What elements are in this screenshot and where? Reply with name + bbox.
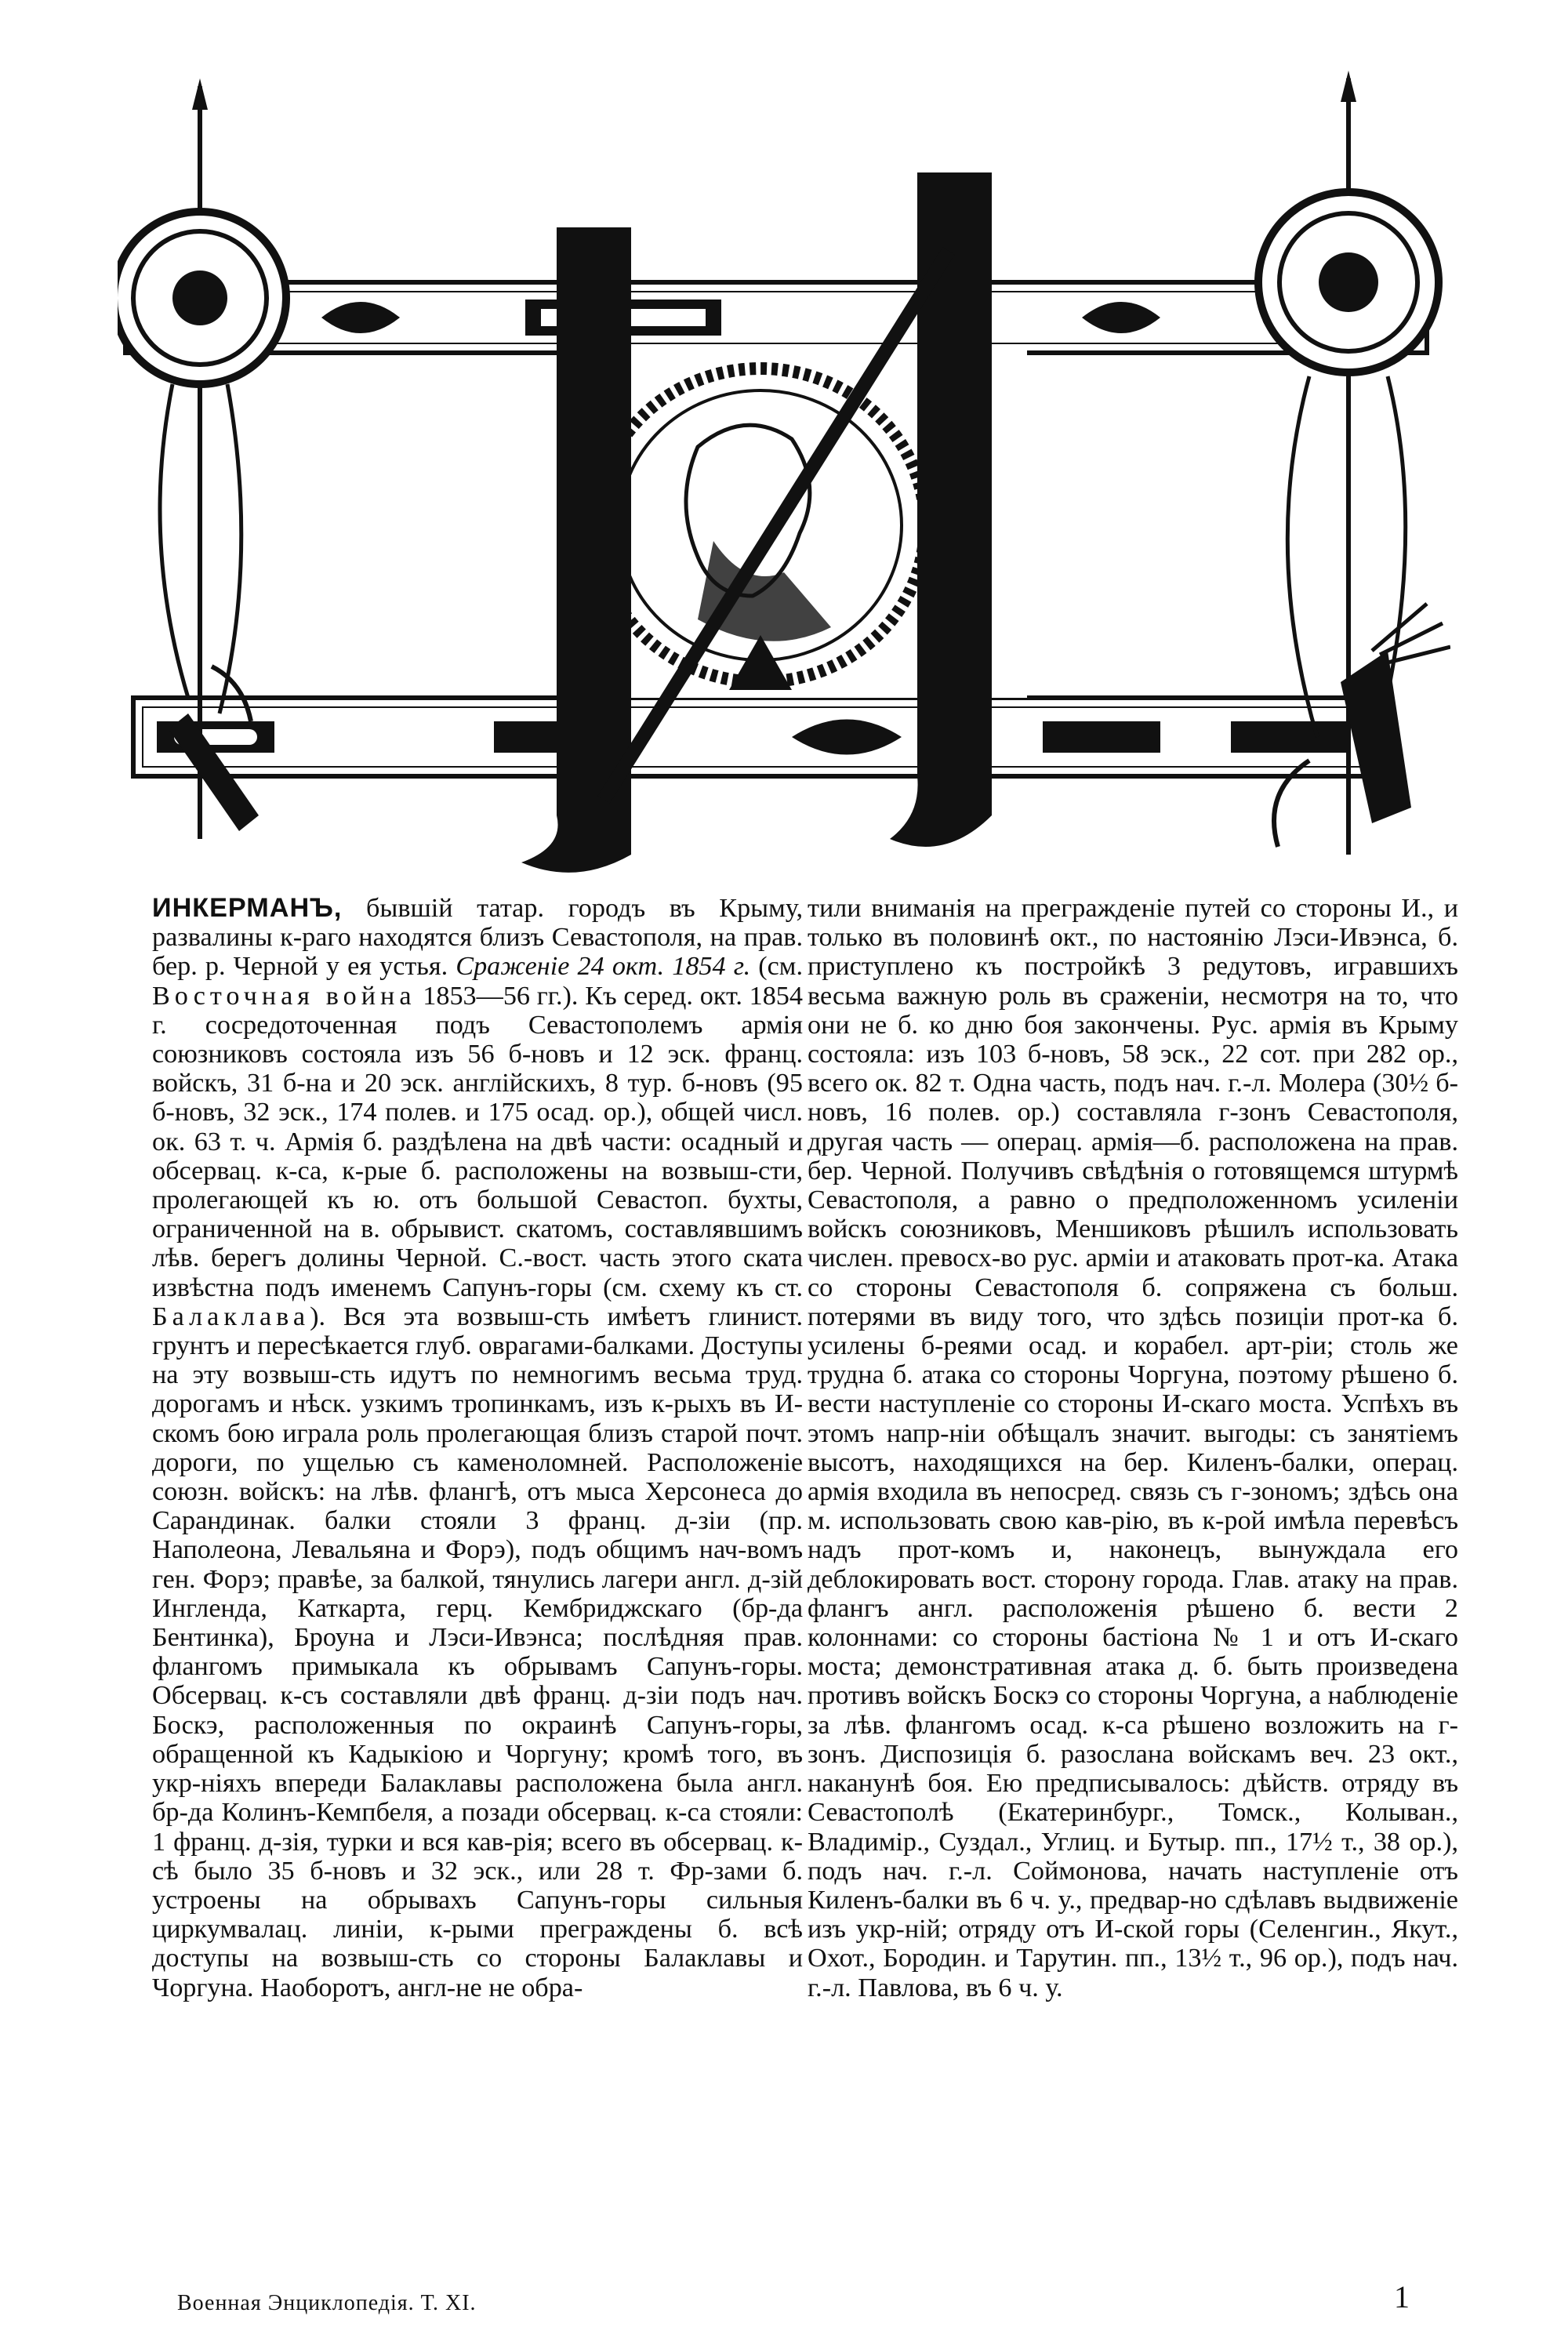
upper-ornamental-band xyxy=(125,282,1427,353)
cross-reference-war: Восточная война xyxy=(152,981,416,1011)
article-title: ИНКЕРМАНЪ, xyxy=(152,893,343,923)
footer-source: Военная Энциклопедія. Т. XI. xyxy=(177,2291,477,2315)
decorative-initial-ornament xyxy=(118,71,1450,886)
article-lead: бывшій татар. городъ въ Крыму, развалины к-раго находятся близъ Севастополя, на прав. бер. р. Черной у ея устья. xyxy=(152,894,803,982)
cross-reference-balaklava: Балаклава xyxy=(152,1302,310,1331)
article-paragraph: ИНКЕРМАНЪ, бывшій татар. городъ въ Крыму, развалины к-раго находятся близъ Севастополя, на прав. бер. р. Черной у ея устья. Сраженіе 24 окт. 1854 г. (см. Восточная война 1853—56 гг.). Къ серед. окт. 1854 г. сосредоточенная подъ Севастополемъ армія союзниковъ состояла изъ 56 б-новъ и 12 эск. франц. войскъ, 31 б-на и 20 эск. англійскихъ, 8 тур. б-новъ (95 б-новъ, 32 эск., 174 полев. и 175 осад. ор.), общей числ. ок. 63 т. ч. Армія б. раздѣлена на двѣ части: осадный и обсервац. к-са, к-рые б. расположены на возвыш-сти, пролегающей къ ю. отъ большой Севастоп. бухты, ограниченной на в. обрывист. скатомъ, составлявшимъ лѣв. берегъ долины Черной. С.-вост. часть этого ската извѣстна подъ именемъ Сапунъ-горы (см. схему къ ст. Балаклава). Вся эта возвыш-сть имѣетъ глинист. грунтъ и пересѣкается глуб. оврагами-балками. Доступы на эту возвыш-сть идутъ по немногимъ весьма труд. дорогамъ и нѣск. узкимъ тропинкамъ, изъ к-рыхъ въ И-скомъ бою играла роль пролегающая близъ старой почт. дороги, по ущелью съ каменоломней. Расположеніе союзн. войскъ: на лѣв. флангѣ, отъ мыса Херсонеса до Сарандинак. балки стояли 3 франц. д-зіи (пр. Наполеона, Левальяна и Форэ), подъ общимъ нач-вомъ ген. Форэ; правѣе, за балкой, тянулись лагери англ. д-зій Ингленда, Каткарта, герц. Кембриджскаго (бр-да Бентинка), Броуна и Лэси-Ивэнса; послѣдняя прав. флангомъ примыкала къ обрывамъ Сапунъ-горы. Обсервац. к-съ составляли двѣ франц. д-зіи подъ нач. Боскэ, расположенныя по окраинѣ Сапунъ-горы, обращенной къ Кадыкіою и Чоргуну; кромѣ того, въ укр-ніяхъ впереди Балаклавы расположена была англ. бр-да Колинъ-Кемпбеля, а позади обсервац. к-са стояли: 1 франц. д-зія, турки и вся кав-рія; всего въ обсервац. к-сѣ было 35 б-новъ и 32 эск., или 28 т. Фр-зами б. устроены на обрывахъ Сапунъ-горы сильныя циркумвалац. линіи, к-рыми преграждены б. всѣ доступы на возвыш-сть со стороны Балаклавы и Чоргуна. Наоборотъ, англ-не не обра- xyxy=(152,893,803,2002)
article-body-left-1: Къ серед. окт. 1854 г. сосредоточенная подъ Севастополемъ армія союзниковъ состояла изъ 56 б-новъ и 12 эск. франц. войскъ, 31 б-на и 20 эск. англійскихъ, 8 тур. б-новъ (95 б-новъ, 32 эск., 174 полев. и 175 осад. ор.), общей числ. ок. 63 т. ч. Армія б. раздѣлена на двѣ части: осадный и обсервац. к-са, к-рые б. расположены на возвыш-сти, пролегающей къ ю. отъ большой Севастоп. бухты, ограниченной на в. обрывист. скатомъ, составлявшимъ лѣв. берегъ долины Черной. С.-вост. часть этого ската извѣстна подъ именемъ Сапунъ-горы (см. схему къ ст. xyxy=(152,981,803,1302)
article-body-right: тили вниманія на прегражденіе путей со стороны И., и только въ половинѣ окт., по настоянію Лэси-Ивэнса, б. приступлено къ постройкѣ 3 редутовъ, игравшихъ весьма важную роль въ сраженіи, несмотря на то, что они не б. ко дню боя закончены. Рус. армія въ Крыму состояла: изъ 103 б-новъ, 58 эск., 22 сот. при 282 ор., всего ок. 82 т. Одна часть, подъ нач. г.-л. Молера (30½ б-новъ, 16 полев. ор.) составляла г-зонъ Севастополя, другая часть — операц. армія—б. расположена на прав. бер. Черной. Получивъ свѣдѣнія о готовящемся штурмѣ Севастополя, а равно о предположенномъ усиленіи войскъ союзниковъ, Меншиковъ рѣшилъ использовать числен. превосх-во рус. арміи и атаковать прот-ка. Атака со стороны Севастополя б. сопряжена съ больш. потерями въ виду того, что здѣсь позиціи прот-ка б. усилены б-реями осад. и корабел. арт-ріи; столь же трудна б. атака со стороны Чоргуна, поэтому рѣшено б. вести наступленіе со стороны И-скаго моста. Успѣхъ въ этомъ напр-ніи обѣщалъ значит. выгоды: съ занятіемъ высотъ, находящихся на бер. Киленъ-балки, операц. армія входила въ непосред. связь съ г-зономъ; здѣсь она м. использовать свою кав-рію, въ к-рой имѣла перевѣсъ надъ прот-комъ и, наконецъ, вынуждала его деблокировать вост. сторону города. Глав. атаку на прав. флангъ англ. расположенія рѣшено б. вести 2 колоннами: со стороны бастіона № 1 и отъ И-скаго моста; демонстративная атака д. б. быть произведена противъ войскъ Боскэ со стороны Чоргуна, а наблюденіе за лѣв. флангомъ осад. к-са рѣшено возложить на г-зонъ. Диспозиція б. разослана войскамъ веч. 23 окт., наканунѣ боя. Ею предписывалось: дѣйств. отряду въ Севастополѣ (Екатеринбург., Томск., Колыван., Владимір., Суздал., Углиц. и Бутыр. пп., 17½ т., 38 ор.), подъ нач. г.-л. Соймонова, начать наступленіе отъ Киленъ-балки въ 6 ч. у., предвар-но сдѣлавъ выдвиженіе изъ укр-ній; отряду отъ И-ской горы (Селенгин., Якут., Охот., Бородин. и Тарутин. пп., 13½ т., 96 ор.), подъ нач. г.-л. Павлова, въ 6 ч. у. xyxy=(808,894,1458,2002)
right-text-column xyxy=(808,894,1458,2002)
left-text-column xyxy=(152,894,803,2002)
page-number: 1 xyxy=(1394,2279,1410,2315)
battle-date: Сраженіе 24 окт. 1854 г. xyxy=(456,952,751,982)
lower-ornamental-band xyxy=(133,698,1372,776)
article-body-left-2: ). Вся эта возвыш-сть имѣетъ глинист. грунтъ и пересѣкается глуб. оврагами-балками. Доступы на эту возвыш-сть идутъ по немногимъ весьма труд. дорогамъ и нѣск. узкимъ тропинкамъ, изъ к-рыхъ въ И-скомъ бою играла роль пролегающая близъ старой почт. дороги, по ущелью съ каменоломней. Расположеніе союзн. войскъ: на лѣв. флангѣ, отъ мыса Херсонеса до Сарандинак. балки стояли 3 франц. д-зіи (пр. Наполеона, Левальяна и Форэ), подъ общимъ нач-вомъ ген. Форэ; правѣе, за балкой, тянулись лагери англ. д-зій Ингленда, Каткарта, герц. Кембриджскаго (бр-да Бентинка), Броуна и Лэси-Ивэнса; послѣдняя прав. флангомъ примыкала къ обрывамъ Сапунъ-горы. Обсервац. к-съ составляли двѣ франц. д-зіи подъ нач. Боскэ, расположенныя по окраинѣ Сапунъ-горы, обращенной къ Кадыкіою и Чоргуну; кромѣ того, въ укр-ніяхъ впереди Балаклавы расположена была англ. бр-да Колинъ-Кемпбеля, а позади обсервац. к-са стояли: 1 франц. д-зія, турки и вся кав-рія; всего въ обсервац. к-сѣ было 35 б-новъ и 32 эск., или 28 т. Фр-зами б. устроены на обрывахъ Сапунъ-горы сильныя циркумвалац. линіи, к-рыми преграждены б. всѣ доступы на возвыш-сть со стороны Балаклавы и Чоргуна. Наоборотъ, англ-не не обра- xyxy=(152,1302,803,2002)
